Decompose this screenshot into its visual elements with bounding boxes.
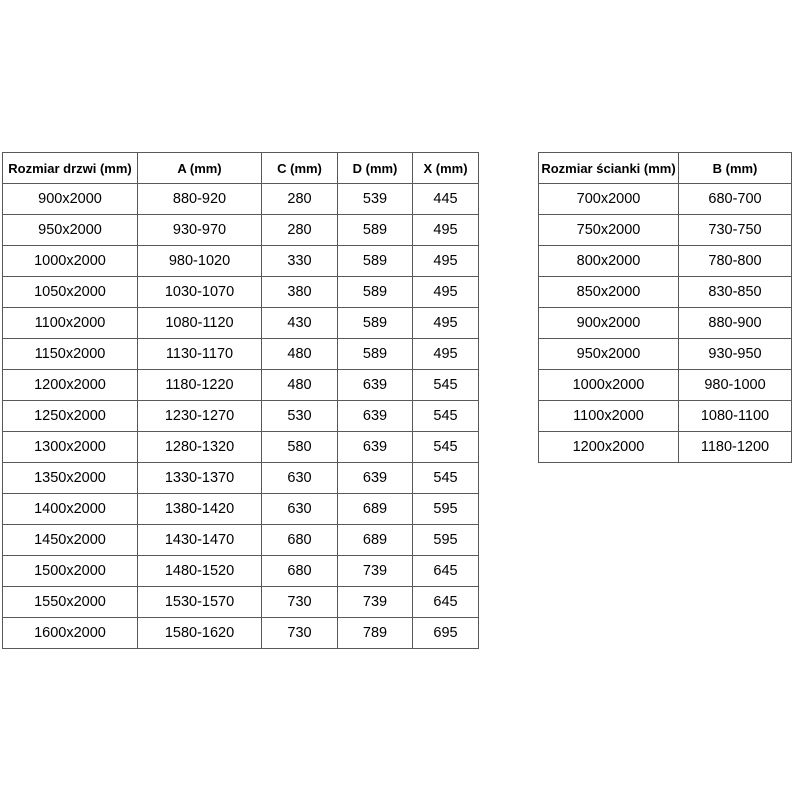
table-cell: 689 [338,525,413,556]
table-cell: 495 [413,277,479,308]
table-cell: 1530-1570 [138,587,262,618]
table-cell: 1500x2000 [3,556,138,587]
table-cell: 950x2000 [539,339,679,370]
table-cell: 1450x2000 [3,525,138,556]
table-row [3,339,479,370]
table-cell: 1030-1070 [138,277,262,308]
table-cell: 1000x2000 [539,370,679,401]
table-cell: 739 [338,556,413,587]
table-cell: 330 [262,246,338,277]
table-cell: 1600x2000 [3,618,138,649]
table-cell: 589 [338,277,413,308]
table-row [3,432,479,463]
table-cell: 1000x2000 [3,246,138,277]
table-cell: 880-920 [138,184,262,215]
table-cell: 645 [413,587,479,618]
column-header: Rozmiar drzwi (mm) [3,153,138,184]
table-cell: 1080-1120 [138,308,262,339]
table-cell: 1100x2000 [3,308,138,339]
table-cell: 730 [262,618,338,649]
table-cell: 639 [338,432,413,463]
column-header: X (mm) [413,153,479,184]
table-cell: 689 [338,494,413,525]
table-cell: 1400x2000 [3,494,138,525]
column-header: Rozmiar ścianki (mm) [539,153,679,184]
table-row [539,308,792,339]
table-row [3,618,479,649]
table-cell: 545 [413,463,479,494]
table-cell: 589 [338,339,413,370]
table-cell: 530 [262,401,338,432]
table-cell: 1130-1170 [138,339,262,370]
column-header: D (mm) [338,153,413,184]
table-cell: 380 [262,277,338,308]
table-cell: 830-850 [679,277,792,308]
table-cell: 750x2000 [539,215,679,246]
table-cell: 539 [338,184,413,215]
table-cell: 630 [262,494,338,525]
table-cell: 880-900 [679,308,792,339]
wall-table-header-row [539,153,792,184]
table-cell: 630 [262,463,338,494]
column-header: A (mm) [138,153,262,184]
table-row [3,494,479,525]
table-row [539,339,792,370]
table-cell: 930-970 [138,215,262,246]
table-cell: 789 [338,618,413,649]
table-cell: 680 [262,556,338,587]
table-cell: 1150x2000 [3,339,138,370]
table-cell: 545 [413,401,479,432]
table-cell: 900x2000 [539,308,679,339]
table-cell: 1180-1200 [679,432,792,463]
wall-panel-size-table [538,152,792,463]
doors-table-header-row [3,153,479,184]
table-cell: 1580-1620 [138,618,262,649]
table-cell: 1330-1370 [138,463,262,494]
table-cell: 495 [413,246,479,277]
table-cell: 495 [413,308,479,339]
table-cell: 850x2000 [539,277,679,308]
table-cell: 1180-1220 [138,370,262,401]
table-cell: 545 [413,432,479,463]
table-cell: 495 [413,215,479,246]
table-cell: 495 [413,339,479,370]
table-cell: 680 [262,525,338,556]
table-cell: 980-1020 [138,246,262,277]
table-cell: 589 [338,308,413,339]
doors-table-body [3,184,479,649]
table-row [539,246,792,277]
table-row [3,556,479,587]
table-cell: 595 [413,525,479,556]
table-cell: 595 [413,494,479,525]
column-header: C (mm) [262,153,338,184]
table-cell: 1250x2000 [3,401,138,432]
table-cell: 1300x2000 [3,432,138,463]
table-cell: 430 [262,308,338,339]
table-cell: 280 [262,184,338,215]
table-cell: 1550x2000 [3,587,138,618]
table-cell: 1430-1470 [138,525,262,556]
table-cell: 589 [338,215,413,246]
table-cell: 980-1000 [679,370,792,401]
table-cell: 1480-1520 [138,556,262,587]
table-row [3,587,479,618]
table-row [539,215,792,246]
doors-size-table [2,152,479,649]
table-cell: 1280-1320 [138,432,262,463]
table-cell: 950x2000 [3,215,138,246]
table-cell: 639 [338,370,413,401]
table-cell: 639 [338,463,413,494]
table-cell: 930-950 [679,339,792,370]
table-cell: 1200x2000 [3,370,138,401]
table-cell: 695 [413,618,479,649]
table-row [3,184,479,215]
table-cell: 1050x2000 [3,277,138,308]
column-header: B (mm) [679,153,792,184]
table-cell: 1200x2000 [539,432,679,463]
table-cell: 589 [338,246,413,277]
table-cell: 639 [338,401,413,432]
table-cell: 700x2000 [539,184,679,215]
table-cell: 1380-1420 [138,494,262,525]
table-row [3,246,479,277]
table-row [3,463,479,494]
table-cell: 480 [262,370,338,401]
table-cell: 780-800 [679,246,792,277]
table-row [3,370,479,401]
table-cell: 645 [413,556,479,587]
table-row [3,277,479,308]
table-cell: 1350x2000 [3,463,138,494]
table-cell: 480 [262,339,338,370]
table-cell: 900x2000 [3,184,138,215]
table-row [3,401,479,432]
table-row [3,525,479,556]
table-cell: 730 [262,587,338,618]
table-row [539,370,792,401]
table-cell: 680-700 [679,184,792,215]
table-cell: 280 [262,215,338,246]
table-cell: 800x2000 [539,246,679,277]
table-cell: 1100x2000 [539,401,679,432]
wall-table-body [539,184,792,463]
table-cell: 730-750 [679,215,792,246]
table-row [539,184,792,215]
table-row [3,308,479,339]
table-row [539,277,792,308]
table-row [3,215,479,246]
table-cell: 580 [262,432,338,463]
table-row [539,401,792,432]
table-cell: 739 [338,587,413,618]
table-cell: 1080-1100 [679,401,792,432]
table-cell: 545 [413,370,479,401]
table-row [539,432,792,463]
table-cell: 445 [413,184,479,215]
table-cell: 1230-1270 [138,401,262,432]
